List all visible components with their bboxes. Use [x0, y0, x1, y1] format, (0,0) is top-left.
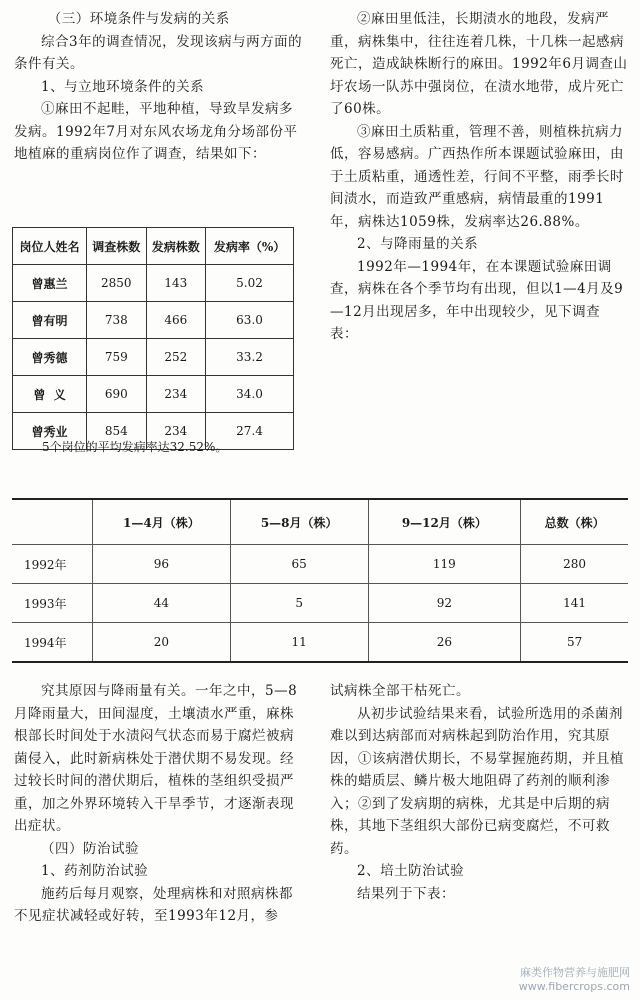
table-header-cell: 发病株数 — [146, 228, 206, 265]
paragraph-7: 试病株全部干枯死亡。 — [330, 683, 470, 699]
section3-title: （三）环境条件与发病的关系 — [47, 11, 230, 27]
table-cell: 1994年 — [12, 623, 93, 663]
table-cell: 854 — [87, 413, 147, 450]
table-cell: 5 — [230, 584, 368, 623]
table-cell: 2850 — [87, 265, 147, 302]
survey-table — [12, 227, 294, 450]
table-cell: 234 — [146, 413, 206, 450]
intro-paragraph: 综合3年的调查情况，发现该病与两方面的条件有关。 — [14, 33, 303, 72]
table-header-cell: 调查株数 — [87, 228, 147, 265]
table-cell: 92 — [368, 584, 521, 623]
table-cell: 234 — [146, 376, 206, 413]
paragraph-8: 从初步试验结果来看，试验所选用的杀菌剂难以到达病部而对病株起到防治作用，究其原因，①该病潜伏期长，不易掌握施药期，并且植株的蜡质层、鳞片极大地阻碍了药剂的顺利渗入；②到了发病期的病株，尤其是中后期的病株，其地下茎组织大部份已病变腐烂，不可救药。 — [330, 705, 624, 857]
table-cell: 65 — [230, 545, 368, 584]
table-cell: 1993年 — [12, 584, 93, 623]
table-cell: 738 — [87, 302, 147, 339]
left-column-top — [14, 8, 304, 166]
table-header-cell: 岗位人姓名 — [13, 228, 87, 265]
table-cell: 759 — [87, 339, 147, 376]
table-header-cell: 总数（株） — [521, 499, 628, 545]
paragraph-9: 结果列于下表： — [357, 885, 455, 902]
table1-note: 5个岗位的平均发病率达32.52%。 — [42, 440, 228, 454]
table-cell: 20 — [93, 623, 231, 663]
table-row — [13, 265, 294, 302]
sub1-title: 1、与立地环境条件的关系 — [41, 78, 205, 95]
table-cell: 33.2 — [206, 339, 294, 376]
table-cell: 44 — [93, 584, 231, 623]
sub2-title: 2、与降雨量的关系 — [357, 236, 479, 252]
sub41-title: 1、药剂防治试验 — [41, 863, 149, 879]
table-row — [12, 584, 628, 623]
rainfall-table — [12, 498, 628, 663]
table-cell: 曾 义 — [13, 376, 87, 413]
table-header-cell: 1—4月（株） — [93, 499, 231, 545]
table-row — [13, 302, 294, 339]
table-cell: 34.0 — [206, 376, 294, 413]
table-header-cell: 9—12月（株） — [368, 499, 521, 545]
sub42-title: 2、培土防治试验 — [357, 863, 465, 879]
table-header-row — [12, 499, 628, 545]
paragraph-3: ③麻田土质粘重，管理不善，则植株抗病力低，容易感病。广西热作所本课题试验麻田，由于土质粘重，通透性差，行间不平整，雨季长时间渍水，而造致严重感病，病情最重的1991年，病株达1059株，发病率达26.88%。 — [330, 123, 624, 230]
table-cell: 143 — [146, 265, 206, 302]
table-cell: 96 — [93, 545, 231, 584]
left-column-bottom — [14, 680, 306, 928]
paragraph-1: ①麻田不起畦，平地种植，导致旱发病多发病。1992年7月对东风农场龙角分场部份平地植麻的重病岗位作了调查，结果如下： — [14, 101, 298, 162]
paragraph-6: 施药后每月观察，处理病株和对照病株都不见症状减轻或好转，至1993年12月，参 — [14, 885, 293, 924]
table-header-row — [13, 228, 294, 265]
table-row — [12, 623, 628, 663]
table-cell: 曾惠兰 — [13, 265, 87, 302]
table-header-cell: 5—8月（株） — [230, 499, 368, 545]
table-cell: 280 — [521, 545, 628, 584]
table-header-cell — [12, 499, 93, 545]
right-column-bottom — [330, 680, 628, 905]
table-cell: 63.0 — [206, 302, 294, 339]
table-cell: 690 — [87, 376, 147, 413]
table-cell: 252 — [146, 339, 206, 376]
paragraph-5: 究其原因与降雨量有关。一年之中，5—8月降雨量大，田间湿度，土壤渍水严重，麻株根部长时间处于水渍闷气状态而易于腐烂被病菌侵入，此时新病株处于潜伏期不易发现。经过较长时间的潜伏期后，植株的茎组织受损严重，加之外界环境转入干旱季节，才逐渐表现出症状。 — [14, 683, 298, 834]
table-cell: 5.02 — [206, 265, 294, 302]
table-row — [13, 339, 294, 376]
table-row — [13, 376, 294, 413]
site-watermark — [519, 966, 630, 994]
table-cell: 466 — [146, 302, 206, 339]
section4-title: （四）防治试验 — [41, 840, 139, 857]
table-cell: 119 — [368, 545, 521, 584]
table-cell: 1992年 — [12, 545, 93, 584]
table-cell: 11 — [230, 623, 368, 663]
table-cell: 曾秀德 — [13, 339, 87, 376]
paragraph-2: ②麻田里低洼，长期渍水的地段，发病严重，病株集中，往往连着几株，十几株一起感病死亡，造成缺株断行的麻田。1992年6月调查山圩农场一队苏中强岗位，在渍水地带，成片死亡了60株。 — [330, 11, 628, 117]
watermark-line-2: www.fibercrops.com — [518, 980, 630, 993]
table-cell: 曾秀业 — [13, 413, 87, 450]
table-cell: 26 — [368, 623, 521, 663]
table-cell: 曾有明 — [13, 302, 87, 339]
watermark-line-1: 麻类作物营养与施肥网 — [520, 966, 630, 979]
paragraph-4: 1992年—1994年，在本课题试验麻田调查，病株在各个季节均有出现，但以1—4月及9—12月出现居多，年中出现较少，见下调查表： — [330, 258, 624, 342]
table-cell: 141 — [521, 584, 628, 623]
table-header-cell: 发病率（%） — [206, 228, 294, 265]
table-row — [12, 545, 628, 584]
table-cell: 57 — [521, 623, 628, 663]
table-cell: 27.4 — [206, 413, 294, 450]
right-column-top — [330, 8, 628, 346]
